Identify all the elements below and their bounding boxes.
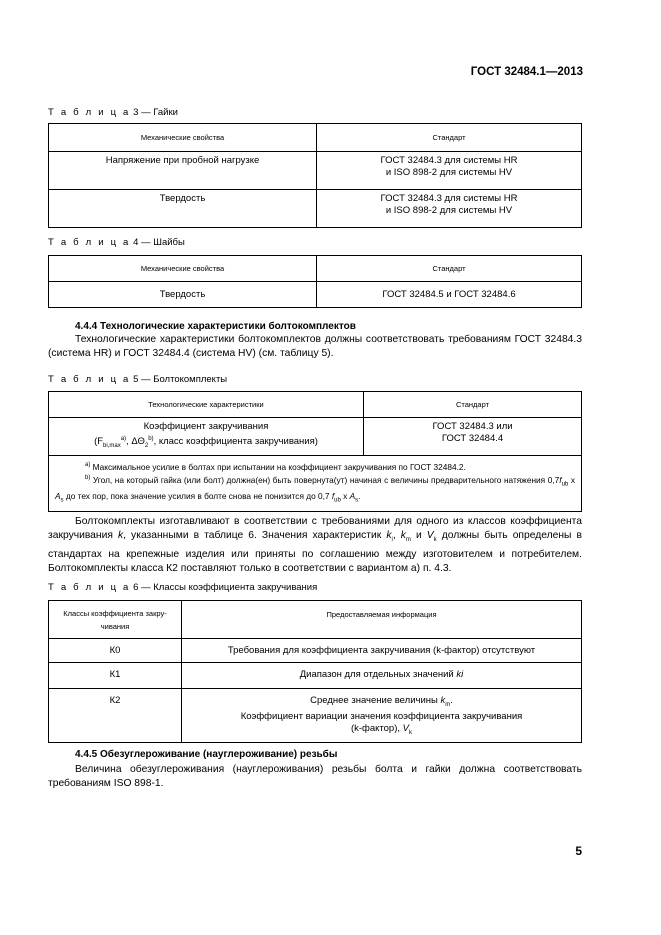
table6-header-info: Предоставляемая информация	[182, 601, 582, 639]
table6-cell-class: К0	[49, 639, 182, 663]
table3-cell-property: Напряжение при пробной нагрузке	[49, 152, 317, 190]
caption-text: 4 — Шайбы	[130, 237, 185, 248]
table5-footnotes	[49, 456, 582, 512]
table6-cell-class: К1	[49, 663, 182, 689]
table4-header-property: Механические свойства	[49, 256, 317, 282]
char-rest: , класс коэффициента закручивания)	[153, 436, 318, 448]
std-line: ГОСТ 32484.3 для системы HR	[380, 193, 518, 204]
symbol-sub: k	[433, 537, 437, 544]
char-f-sub: bi,max	[103, 443, 121, 450]
char-delta-sub: 2	[144, 443, 149, 450]
info-text: Среднее значение величины	[310, 695, 441, 706]
table6-cell-info	[182, 689, 582, 743]
symbol: f	[331, 491, 335, 502]
table3-cell-standard	[317, 152, 582, 190]
symbol: A	[349, 491, 356, 502]
section-4-4-4-heading: 4.4.4 Технологические характеристики болтокомплектов	[75, 321, 356, 332]
symbol: k	[400, 530, 406, 542]
section-4-4-5-heading: 4.4.5 Обезуглероживание (науглероживание) резьбы	[75, 749, 338, 760]
table-row	[49, 190, 582, 228]
symbol-sub: k	[409, 729, 413, 736]
table6	[48, 600, 582, 743]
symbol-sub: s	[355, 497, 359, 504]
symbol: V	[402, 722, 410, 734]
footnote-ref-b: b)	[148, 436, 154, 442]
symbol: ki	[456, 669, 464, 680]
footnote-b	[55, 473, 575, 507]
para-text: должны быть определены в стандартах на крепежные изделия или приняты по соглашению между изготовителем и потребителем. Болтокомплекты класса К2 поставляют только в соответствии с вариантом а) п. 4.3.	[48, 530, 582, 574]
std-line: ГОСТ 32484.3 для системы HR	[380, 155, 518, 166]
para-text: Болтокомплекты изготавливают в соответствии с требованиями для одного из классов коэффициента закручивания	[48, 516, 582, 542]
std-line: и ISO 898-2 для системы HV	[385, 167, 513, 178]
table6-header-class	[49, 601, 182, 639]
symbol-sub: i	[391, 537, 393, 544]
table3-header-standard: Стандарт	[317, 124, 582, 152]
symbol: k	[386, 530, 392, 542]
para-text: , указанными в таблице 6. Значения характеристик	[123, 530, 387, 542]
document-number: ГОСТ 32484.1—2013	[470, 66, 583, 78]
table-row	[49, 639, 582, 663]
footnote-text: х	[340, 491, 350, 502]
header-line: Классы коэффициента закру-	[63, 608, 167, 618]
table4-header-standard: Стандарт	[317, 256, 582, 282]
table-row	[49, 663, 582, 689]
table6-caption	[48, 582, 317, 593]
section-4-4-5-text: Величина обезуглероживания (науглероживания) резьбы болта и гайки должна соответствовать требованиям ISO 898-1.	[48, 764, 582, 790]
char-delta: , ΔΘ	[126, 436, 145, 448]
table-row	[49, 689, 582, 743]
footnote-text: до тех пор, пока значение усилия в болте снова не понизится до 0,7	[63, 491, 332, 502]
bolts-paragraph	[48, 515, 582, 576]
table3-cell-property: Твердость	[49, 190, 317, 228]
symbol: k	[440, 695, 446, 706]
symbol: k	[117, 530, 124, 542]
symbol: f	[559, 475, 562, 486]
table3-header-property: Механические свойства	[49, 124, 317, 152]
table4	[48, 255, 582, 308]
char-f: (F	[94, 436, 104, 448]
table3-cell-standard	[317, 190, 582, 228]
page-number: 5	[575, 844, 582, 858]
info-text: Диапазон для отдельных значений	[299, 669, 457, 680]
para-text: и	[410, 530, 427, 542]
table5-header-characteristics: Технологические характеристики	[49, 392, 364, 418]
std-line: ГОСТ 32484.4	[441, 433, 504, 444]
footnote-text: Угол, на который гайка (или болт) должна(ен) быть повернута(ут) начиная с величины предварительного натяжения 0,7	[90, 475, 560, 486]
table5-cell-characteristic	[49, 418, 364, 456]
para-text: ,	[392, 530, 401, 542]
caption-text: 3 — Гайки	[130, 107, 178, 118]
table3	[48, 123, 582, 228]
info-text: Коэффициент вариации значения коэффициента закручивания	[240, 710, 523, 722]
footnote-mark: b)	[85, 475, 91, 482]
table-row	[49, 418, 582, 456]
footnote-mark: a)	[85, 462, 91, 469]
caption-prefix: Т а б л и ц а	[48, 374, 131, 385]
caption-prefix: Т а б л и ц а	[48, 582, 131, 593]
caption-prefix: Т а б л и ц а	[48, 237, 131, 248]
caption-text: 5 — Болтокомплекты	[130, 374, 228, 385]
table6-cell-class: К2	[49, 689, 182, 743]
table4-caption	[48, 237, 185, 248]
footnote-a	[55, 460, 575, 473]
std-line: ГОСТ 32484.3 или	[432, 421, 513, 432]
header-line: чивания	[100, 621, 130, 631]
info-text: .	[450, 695, 453, 706]
table4-cell-standard: ГОСТ 32484.5 и ГОСТ 32484.6	[317, 282, 582, 308]
table5-cell-standard	[364, 418, 582, 456]
table3-caption	[48, 107, 178, 118]
symbol: A	[55, 491, 61, 502]
table5-header-standard: Стандарт	[364, 392, 582, 418]
info-text: (k-фактор),	[350, 722, 403, 734]
table-row	[49, 152, 582, 190]
footnote-text: х	[568, 475, 575, 486]
std-line: и ISO 898-2 для системы HV	[385, 205, 513, 216]
table5	[48, 391, 582, 512]
table-row	[49, 456, 582, 512]
table4-cell-property: Твердость	[49, 282, 317, 308]
footnote-text: .	[358, 491, 361, 502]
symbol-sub: m	[445, 701, 451, 708]
table6-cell-info	[182, 663, 582, 689]
symbol-sub: ub	[561, 481, 569, 488]
symbol-sub: m	[405, 537, 411, 544]
caption-text: 6 — Классы коэффициента закручивания	[130, 582, 318, 593]
section-4-4-4-text: Технологические характеристики болтокомплектов должны соответствовать требованиям ГОСТ 32484.3 (система HR) и ГОСТ 32484.4 (система HV) (см. таблицу 5).	[48, 334, 582, 360]
table5-caption	[48, 374, 227, 385]
footnote-ref-a: a)	[120, 436, 127, 442]
symbol: V	[426, 530, 434, 542]
caption-prefix: Т а б л и ц а	[48, 107, 131, 118]
symbol-sub: s	[60, 497, 64, 504]
table6-cell-info: Требования для коэффициента закручивания (k-фактор) отсутствуют	[182, 639, 582, 663]
symbol-sub: ub	[334, 497, 341, 504]
table-row	[49, 282, 582, 308]
char-line: Коэффициент закручивания	[143, 421, 269, 432]
footnote-text: Максимальное усилие в болтах при испытании на коэффициент закручивания по ГОСТ 32484.2.	[90, 461, 466, 472]
